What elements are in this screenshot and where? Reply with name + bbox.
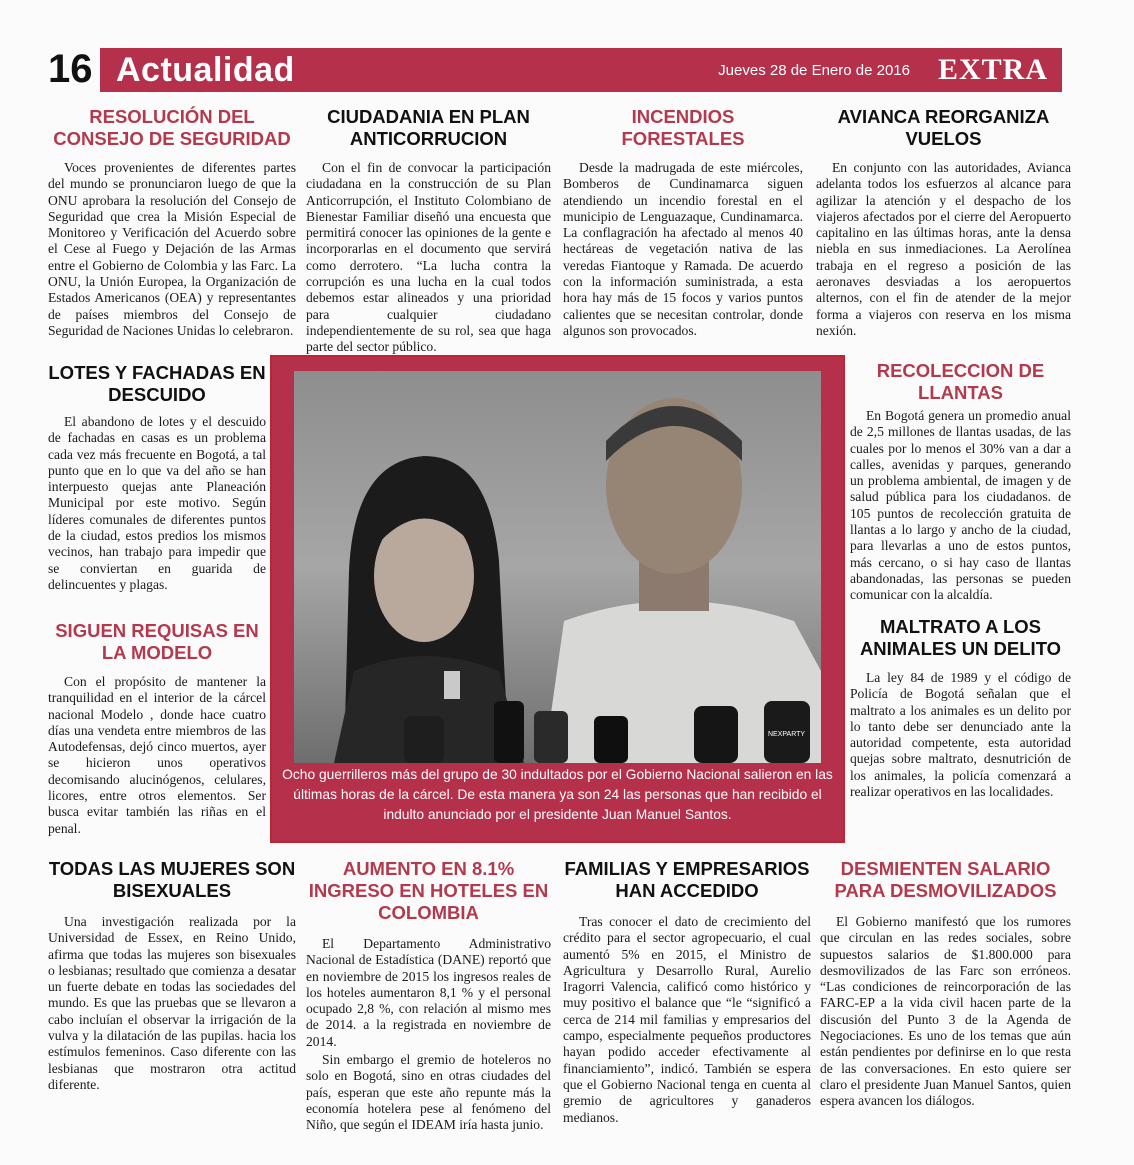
article-maltrato — [850, 616, 1071, 800]
brand-logo: EXTRA — [937, 53, 1048, 86]
article-title: INCENDIOS FORESTALES — [621, 106, 745, 149]
mic-label: NEXPARTY — [768, 731, 806, 738]
article-resolucion — [48, 106, 296, 339]
article-body: En Bogotá genera un promedio anual de 2,5 millones de llantas usadas, de las cuales por lo menos el 30% van a dar a calles, avenidas y parques, generando un problema ambiental, de imagen y de salud pública para los ciudadanos. de 105 puntos de recolección gratuita de llantas a lo largo y ancho de la ciudad, para llevarlas a uno de estos puntos, más cercano, o si hay caso de llantas abandonadas, las personas se pueden comunicar con la alcaldía. — [850, 408, 1071, 603]
article-requisas — [48, 620, 266, 837]
article-llantas — [850, 360, 1071, 604]
section-title: Actualidad — [116, 51, 295, 89]
article-body: Tras conocer el dato de crecimiento del crédito para el sector agropecuario, el cual aumentó 5% en 2015, el Ministro de Agricultura y Desarrollo Rural, Aurelio Iragorri Valencia, calificó como histórico y muy positivo el balance que “le “significó a cerca de 214 mil familias y empresarios del campo, especialmente pequeños productores hayan podido acceder efectivamente al financiamiento”, indicó. También se espera que el Gobierno Nacional tenga en cuenta al gremio de agricultores y ganaderos medianos. — [563, 914, 811, 1125]
article-body: La ley 84 de 1989 y el código de Policía de Bogotá señalan que el maltrato a los animales es un delito por lo tanto debe ser denunciado ante la autoridad competente, esta autoridad quejas sobre maltrato, desnutrición de los animales, la policía comenzará a realizar operativos en las localidades. — [850, 670, 1071, 800]
photo-illustration — [294, 371, 821, 763]
article-body: En conjunto con las autoridades, Avianca adelanta todos los esfuerzos al alcance para agilizar la atención y el despacho de los viajeros afectados por el cierre del Aeropuerto capitalino en las últimas horas, ante la densa niebla en sus inmediaciones. La Aerolínea trabaja en el regreso a posición de las aeronaves desviadas a los aeropuertos alternos, con el fin de atender de la mejor forma a viajeros con reserva en los misma nexión. — [816, 160, 1071, 338]
article-body: El abandono de lotes y el descuido de fachadas en casas es un problema cada vez más frecuente en Bogotá, a tal punto que en lo que va del año se han interpuesto quejas ante Planeación Municipal por este motivo. Según líderes comunales de diferentes puntos de la ciudad, estos predios los mismos vecinos, han trabajo para impedir que se conviertan en guarida de delincuentes y plagas. — [48, 414, 266, 592]
article-hoteles — [306, 858, 551, 1134]
section-bar — [100, 48, 1062, 92]
article-title: CIUDADANIA EN PLAN ANTICORRUCION — [327, 106, 530, 149]
article-title: LOTES Y FACHADAS EN DESCUIDO — [48, 362, 266, 405]
article-mujeres — [48, 858, 296, 1093]
photo-feature — [270, 355, 845, 843]
article-incendios — [563, 106, 803, 339]
article-salario — [820, 858, 1071, 1110]
article-body-2: Sin embargo el gremio de hoteleros no solo en Bogotá, sino en otras ciudades del país, esperan que este año repunte más la economía hotelera pese al fenómeno del Niño, que según el IDEAM iría hasta junio. — [306, 1052, 551, 1133]
article-body: Una investigación realizada por la Universidad de Essex, en Reino Unido, afirma que todas las mujeres son bisexuales o lesbianas; resultado que comienza a desatar un fuerte debate en todas las sociedades del mundo. Es que las pruebas que se llevaron a cabo incluían el observar la irrigación de la vulva y la dilatación de las pupilas. hacia los estímulos femeninos. Caso diferente con las lesbianas que mostraron otra actitud diferente. — [48, 914, 296, 1092]
article-title: MALTRATO A LOS ANIMALES UN DELITO — [859, 616, 1062, 659]
article-familias — [563, 858, 811, 1126]
article-lotes — [48, 362, 266, 593]
article-title: FAMILIAS Y EMPRESARIOS HAN ACCEDIDO — [564, 858, 810, 901]
article-title: TODAS LAS MUJERES SON BISEXUALES — [48, 858, 296, 901]
article-title: RESOLUCIÓN DEL CONSEJO DE SEGURIDAD — [53, 106, 291, 149]
press-conference-photo — [294, 371, 821, 763]
article-avianca — [816, 106, 1071, 339]
article-body: El Gobierno manifestó que los rumores que circulan en las redes sociales, sobre supuestos salarios de $1.800.000 para desmovilizados de las Farc son erróneos. “Las condiciones de reincorporación de las FARC-EP a la vida civil hacen parte de la discusión del Punto 3 de la Agenda de Negociaciones. Es uno de los temas que aún están pendientes por definirse en lo que resta de las conversaciones. En esto quiere ser claro el presidente Juan Manuel Santos, quien espera avancen los diálogos. — [820, 914, 1071, 1109]
article-title: DESMIENTEN SALARIO PARA DESMOVILIZADOS — [834, 858, 1057, 901]
article-title: AVIANCA REORGANIZA VUELOS — [837, 106, 1050, 149]
article-title: AUMENTO EN 8.1% INGRESO EN HOTELES EN COLOMBIA — [308, 858, 549, 923]
article-body: El Departamento Administrativo Nacional de Estadística (DANE) reportó que en noviembre de 2015 los ingresos reales de los hoteles aumentaron 8,1 % y el personal ocupado 2,8 %, con relación al mismo mes de 2014. a la registrada en noviembre de 2014. — [306, 936, 551, 1049]
article-body: Desde la madrugada de este miércoles, Bomberos de Cundinamarca siguen atendiendo un incendio forestal en el municipio de Lenguazaque, Cundinamarca. La conflagración ha afectado al menos 40 hectáreas de vegetación nativa de las veredas Fiantoque y Ramada. De acuerdo con la información suministrada, a esta hora hay más de 15 focos y varios puntos calientes que se necesitan controlar, donde algunos son provocados. — [563, 160, 803, 338]
article-ciudadania — [306, 106, 551, 356]
issue-date: Jueves 28 de Enero de 2016 — [718, 62, 910, 79]
article-body: Con el fin de convocar la participación ciudadana en la construcción de su Plan Anticorrupción, el Instituto Colombiano de Bienestar Familiar diseñó una encuesta que permitirá conocer las opiniones de la gente e incorporarlas en el documento que servirá como derrotero. “La lucha contra la corrupción es una lucha en la cual todos debemos estar alineados y una prioridad para cualquier ciudadano independientemente de su rol, sea que haga parte del sector público. — [306, 160, 551, 355]
article-body: Voces provenientes de diferentes partes del mundo se pronunciaron luego de que la ONU aprobara la resolución del Consejo de Seguridad que crea la Misión Especial de Monitoreo y Verificación del Acuerdo sobre el Cese al Fuego y Dejación de las Armas entre el Gobierno de Colombia y las Farc. La ONU, la Unión Europea, la Organización de Estados Americanos (OEA) y representantes de países miembros del Consejo de Seguridad de Naciones Unidas lo celebraron. — [48, 160, 296, 338]
article-title: RECOLECCION DE LLANTAS — [876, 360, 1045, 403]
photo-caption: Ocho guerrilleros más del grupo de 30 indultados por el Gobierno Nacional salieron en las últimas horas de la cárcel. De esta manera ya son 24 las personas que han recibido el indulto anunciado por el presidente Juan Manuel Santos. — [282, 767, 833, 822]
masthead — [0, 0, 1134, 100]
article-title: SIGUEN REQUISAS EN LA MODELO — [55, 620, 259, 663]
page-number: 16 — [48, 47, 93, 91]
article-body: Con el propósito de mantener la tranquilidad en el interior de la cárcel nacional Modelo , donde hace cuatro días una vendeta entre miembros de las Autodefensas, dejó cinco muertos, ayer se hicieron unos operativos decomisando alucinógenos, celulares, licores, entre otros elementos. Ser busca evitar también las riñas en el penal. — [48, 674, 266, 836]
